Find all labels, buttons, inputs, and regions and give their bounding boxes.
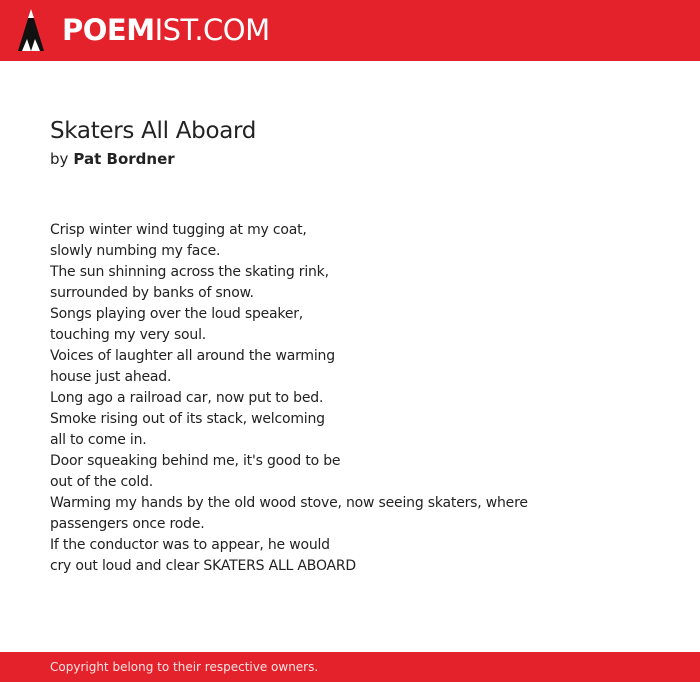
poem-line: Smoke rising out of its stack, welcoming <box>50 411 325 427</box>
author-link[interactable]: Pat Bordner <box>73 150 175 168</box>
site-logo-link[interactable] <box>62 12 270 48</box>
poem-body <box>50 220 650 577</box>
copyright-text: Copyright belong to their respective owners. <box>50 660 319 674</box>
poem-title: Skaters All Aboard <box>50 118 257 144</box>
poem-line: The sun shinning across the skating rink, <box>50 264 329 280</box>
poem-line: surrounded by banks of snow. <box>50 285 254 301</box>
pencil-icon[interactable] <box>18 9 44 51</box>
poem-line: passengers once rode. <box>50 516 205 532</box>
poem-line: touching my very soul. <box>50 327 207 343</box>
poem-line: If the conductor was to appear, he would <box>50 537 330 553</box>
brand-name-light: IST.COM <box>154 13 270 47</box>
site-header <box>0 0 700 61</box>
poem-line: house just ahead. <box>50 369 172 385</box>
brand-name-bold: POEM <box>62 13 155 47</box>
poem-line: Warming my hands by the old wood stove, now seeing skaters, where <box>50 495 528 511</box>
poem-line: slowly numbing my face. <box>50 243 221 259</box>
poem-line: Voices of laughter all around the warming <box>50 348 335 364</box>
poem-line: Door squeaking behind me, it's good to be <box>50 453 341 469</box>
poem-line: out of the cold. <box>50 474 154 490</box>
byline <box>50 149 650 169</box>
by-label: by <box>50 150 69 168</box>
poem-line: Songs playing over the loud speaker, <box>50 306 304 322</box>
poem-line: Crisp winter wind tugging at my coat, <box>50 222 307 238</box>
poem-content <box>50 116 650 577</box>
poem-line: cry out loud and clear SKATERS ALL ABOARD <box>50 558 357 574</box>
site-footer <box>0 652 700 682</box>
poem-line: Long ago a railroad car, now put to bed. <box>50 390 324 406</box>
poem-line: all to come in. <box>50 432 147 448</box>
